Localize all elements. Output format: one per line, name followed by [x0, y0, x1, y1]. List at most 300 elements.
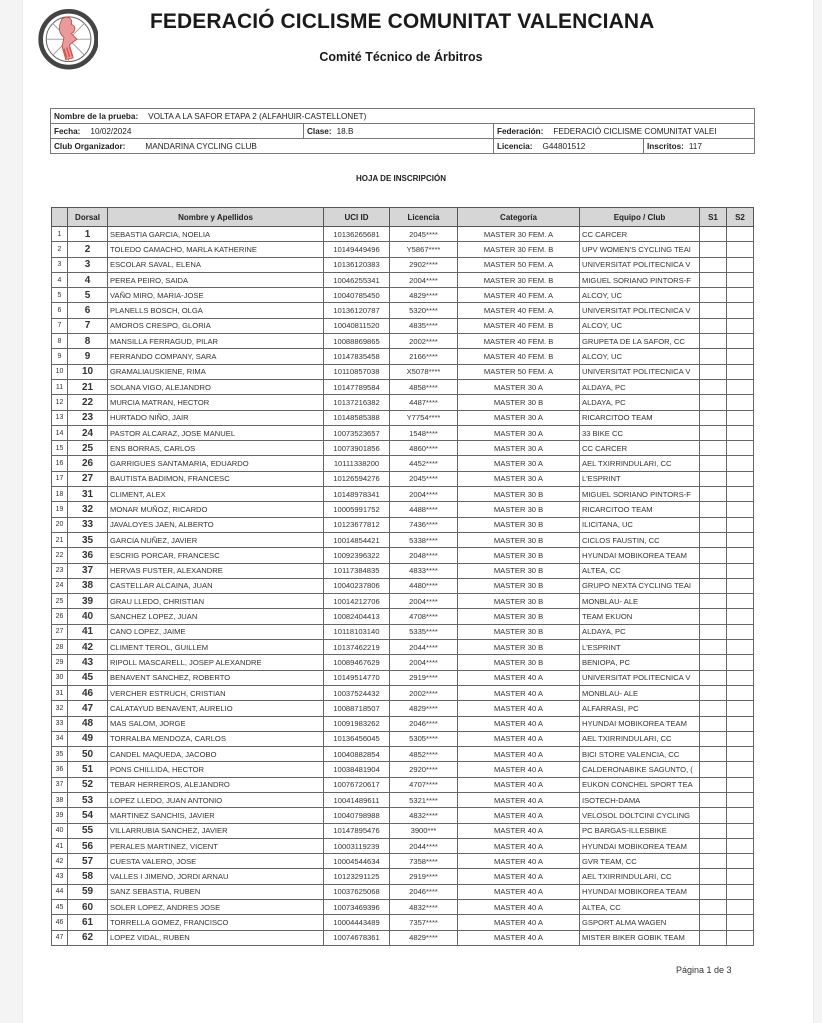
category: MASTER 40 A [458, 930, 580, 945]
dorsal-number: 26 [68, 456, 108, 471]
dorsal-number: 22 [68, 395, 108, 410]
team-club: MIGUEL SORIANO PINTORS-F [580, 272, 700, 287]
dorsal-number: 2 [68, 242, 108, 257]
s1-cell [700, 594, 727, 609]
dorsal-number: 21 [68, 379, 108, 394]
rider-name: JAVALOYES JAEN, ALBERTO [108, 517, 324, 532]
license-number: 2004**** [390, 594, 458, 609]
license-number: 2919**** [390, 869, 458, 884]
dorsal-number: 56 [68, 838, 108, 853]
license-number: 2004**** [390, 655, 458, 670]
table-row [52, 747, 754, 762]
s1-cell [700, 487, 727, 502]
category: MASTER 30 B [458, 395, 580, 410]
table-row [52, 578, 754, 593]
s1-cell [700, 288, 727, 303]
dorsal-number: 32 [68, 502, 108, 517]
category: MASTER 50 FEM. A [458, 257, 580, 272]
row-index: 36 [52, 762, 68, 777]
s2-cell [727, 930, 754, 945]
registered-label: Inscritos: [647, 141, 684, 151]
category: MASTER 40 FEM. B [458, 349, 580, 364]
license-number: 2919**** [390, 670, 458, 685]
s1-cell [700, 502, 727, 517]
s1-cell [700, 364, 727, 379]
row-index: 42 [52, 854, 68, 869]
license-number: Y7754**** [390, 410, 458, 425]
registered-value: 117 [688, 141, 702, 151]
uci-id: 10088869865 [324, 334, 390, 349]
uci-id: 10082404413 [324, 609, 390, 624]
uci-id: 10041489611 [324, 792, 390, 807]
row-index: 37 [52, 777, 68, 792]
category: MASTER 30 A [458, 379, 580, 394]
s1-cell [700, 456, 727, 471]
dorsal-number: 61 [68, 915, 108, 930]
table-row [52, 379, 754, 394]
s2-cell [727, 747, 754, 762]
s2-cell [727, 288, 754, 303]
s2-cell [727, 884, 754, 899]
rider-name: MANSILLA FERRAGUD, PILAR [108, 334, 324, 349]
license-number: 2048**** [390, 548, 458, 563]
row-index: 24 [52, 578, 68, 593]
row-index: 35 [52, 747, 68, 762]
rider-name: ENS BORRAS, CARLOS [108, 441, 324, 456]
dorsal-number: 45 [68, 670, 108, 685]
s2-cell [727, 609, 754, 624]
dorsal-number: 52 [68, 777, 108, 792]
uci-id: 10136120787 [324, 303, 390, 318]
s2-cell [727, 517, 754, 532]
row-index: 6 [52, 303, 68, 318]
s1-cell [700, 731, 727, 746]
team-club: ALCOY, UC [580, 349, 700, 364]
uci-id: 10014212706 [324, 594, 390, 609]
dorsal-number: 35 [68, 532, 108, 547]
s2-cell [727, 777, 754, 792]
category: MASTER 30 A [458, 441, 580, 456]
uci-id: 10110857038 [324, 364, 390, 379]
s1-cell [700, 838, 727, 853]
uci-id: 10126594276 [324, 471, 390, 486]
team-club: CALDERONABIKE SAGUNTO, ( [580, 762, 700, 777]
table-row [52, 624, 754, 639]
dorsal-number: 49 [68, 731, 108, 746]
s2-cell [727, 487, 754, 502]
row-index: 27 [52, 624, 68, 639]
rider-name: GARCIA NUÑEZ, JAVIER [108, 532, 324, 547]
license-number: 5338**** [390, 532, 458, 547]
organizer-club-label: Club Organizador: [54, 141, 126, 151]
team-club: ALCOY, UC [580, 288, 700, 303]
table-row [52, 762, 754, 777]
s1-cell [700, 624, 727, 639]
uci-id: 10117384835 [324, 563, 390, 578]
category: MASTER 30 B [458, 594, 580, 609]
team-club: CC CARCER [580, 441, 700, 456]
uci-id: 10147895476 [324, 823, 390, 838]
rider-name: PLANELLS BOSCH, OLGA [108, 303, 324, 318]
date-row [51, 124, 755, 139]
category: MASTER 30 B [458, 532, 580, 547]
dorsal-number: 27 [68, 471, 108, 486]
team-club: ISOTECH-DAMA [580, 792, 700, 807]
rider-name: BAUTISTA BADIMON, FRANCESC [108, 471, 324, 486]
rider-name: CLIMENT, ALEX [108, 487, 324, 502]
table-row [52, 487, 754, 502]
dorsal-number: 43 [68, 655, 108, 670]
rider-name: MURCIA MATRAN, HECTOR [108, 395, 324, 410]
dorsal-number: 42 [68, 640, 108, 655]
race-info-table [50, 108, 755, 154]
s2-cell [727, 395, 754, 410]
rider-name: SOLER LOPEZ, ANDRES JOSE [108, 900, 324, 915]
category: MASTER 30 A [458, 456, 580, 471]
uci-id: 10137216382 [324, 395, 390, 410]
registration-sheet-title: HOJA DE INSCRIPCIÓN [356, 174, 446, 183]
rider-name: LOPEZ LLEDO, JUAN ANTONIO [108, 792, 324, 807]
row-index: 21 [52, 532, 68, 547]
s1-cell [700, 395, 727, 410]
license-number: 5321**** [390, 792, 458, 807]
s1-cell [700, 441, 727, 456]
license-number: 2920**** [390, 762, 458, 777]
team-club: PC BARGAS-ILLESBIKE [580, 823, 700, 838]
table-row [52, 716, 754, 731]
team-club: CC CARCER [580, 227, 700, 242]
dorsal-number: 36 [68, 548, 108, 563]
table-row [52, 869, 754, 884]
dorsal-number: 48 [68, 716, 108, 731]
team-club: BENIOPA, PC [580, 655, 700, 670]
dorsal-number: 50 [68, 747, 108, 762]
row-index: 2 [52, 242, 68, 257]
uci-id: 10136456045 [324, 731, 390, 746]
table-row [52, 792, 754, 807]
s2-cell [727, 823, 754, 838]
team-club: BICI STORE VALENCIA, CC [580, 747, 700, 762]
row-index: 29 [52, 655, 68, 670]
rider-name: VILLARRUBIA SANCHEZ, JAVIER [108, 823, 324, 838]
license-number: 1548**** [390, 425, 458, 440]
team-club: ALTEA, CC [580, 563, 700, 578]
category: MASTER 40 A [458, 838, 580, 853]
s1-cell [700, 762, 727, 777]
team-club: L'ESPRINT [580, 640, 700, 655]
rider-name: PONS CHILLIDA, HECTOR [108, 762, 324, 777]
dorsal-number: 39 [68, 594, 108, 609]
uci-id: 10040882854 [324, 747, 390, 762]
team-club: ALCOY, UC [580, 318, 700, 333]
uci-id: 10076720617 [324, 777, 390, 792]
uci-id: 10149449496 [324, 242, 390, 257]
s2-cell [727, 808, 754, 823]
team-club: GRUPETA DE LA SAFOR, CC [580, 334, 700, 349]
s1-cell [700, 227, 727, 242]
dorsal-number: 53 [68, 792, 108, 807]
uci-id: 10005991752 [324, 502, 390, 517]
s1-cell [700, 410, 727, 425]
rider-name: MARTINEZ SANCHIS, JAVIER [108, 808, 324, 823]
row-index: 15 [52, 441, 68, 456]
rider-name: CANDEL MAQUEDA, JACOBO [108, 747, 324, 762]
license-number: 2045**** [390, 227, 458, 242]
uci-id: 10004443489 [324, 915, 390, 930]
row-index: 13 [52, 410, 68, 425]
uci-id: 10040785450 [324, 288, 390, 303]
dorsal-number: 33 [68, 517, 108, 532]
license-number: 2166**** [390, 349, 458, 364]
rider-name: MONAR MUÑOZ, RICARDO [108, 502, 324, 517]
s2-cell [727, 915, 754, 930]
team-club: ALDAYA, PC [580, 624, 700, 639]
team-club: MONBLAU- ALE [580, 685, 700, 700]
s1-cell [700, 425, 727, 440]
s2-cell [727, 318, 754, 333]
license-number: 4488**** [390, 502, 458, 517]
s2-cell [727, 227, 754, 242]
dorsal-number: 1 [68, 227, 108, 242]
uci-id: 10137462219 [324, 640, 390, 655]
table-row [52, 640, 754, 655]
s2-cell [727, 854, 754, 869]
s1-cell [700, 900, 727, 915]
team-club: GVR TEAM, CC [580, 854, 700, 869]
category: MASTER 50 FEM. A [458, 364, 580, 379]
row-index: 26 [52, 609, 68, 624]
s2-cell [727, 334, 754, 349]
s2-cell [727, 532, 754, 547]
registration-table [51, 207, 754, 946]
rider-name: CUESTA VALERO, JOSE [108, 854, 324, 869]
federation-title: FEDERACIÓ CICLISME COMUNITAT VALENCIANA [150, 10, 655, 33]
license-number: 4708**** [390, 609, 458, 624]
rider-name: VALLES I JIMENO, JORDI ARNAU [108, 869, 324, 884]
date-value: 10/02/2024 [90, 126, 132, 136]
license-number: 2004**** [390, 487, 458, 502]
rider-name: GRAMALIAUSKIENE, RIMA [108, 364, 324, 379]
federation-value: FEDERACIÓ CICLISME COMUNITAT VALEI [553, 126, 717, 136]
category: MASTER 30 B [458, 609, 580, 624]
dorsal-number: 38 [68, 578, 108, 593]
dorsal-number: 37 [68, 563, 108, 578]
uci-id: 10003119239 [324, 838, 390, 853]
license-number: 2044**** [390, 640, 458, 655]
table-row [52, 930, 754, 945]
rider-name: LOPEZ VIDAL, RUBEN [108, 930, 324, 945]
license-number: 4707**** [390, 777, 458, 792]
row-index: 17 [52, 471, 68, 486]
s2-cell [727, 716, 754, 731]
license-number: 2902**** [390, 257, 458, 272]
team-club: UNIVERSITAT POLITECNICA V [580, 364, 700, 379]
license-number: 4832**** [390, 900, 458, 915]
s1-cell [700, 303, 727, 318]
row-index: 19 [52, 502, 68, 517]
category: MASTER 30 B [458, 502, 580, 517]
table-row [52, 471, 754, 486]
table-row [52, 563, 754, 578]
table-row [52, 915, 754, 930]
row-index: 20 [52, 517, 68, 532]
row-index: 25 [52, 594, 68, 609]
team-club: ALTEA, CC [580, 900, 700, 915]
license-number: 4858**** [390, 379, 458, 394]
s1-cell [700, 792, 727, 807]
s2-cell [727, 670, 754, 685]
row-index: 44 [52, 884, 68, 899]
row-index: 45 [52, 900, 68, 915]
s1-cell [700, 808, 727, 823]
license-value: G44801512 [542, 141, 586, 151]
rider-name: PEREA PEIRO, SAIDA [108, 272, 324, 287]
s1-cell [700, 884, 727, 899]
uci-id: 10038481904 [324, 762, 390, 777]
s1-cell [700, 869, 727, 884]
license-number: 4829**** [390, 930, 458, 945]
federation-seal-icon [28, 2, 98, 82]
s1-cell [700, 685, 727, 700]
team-club: GSPORT ALMA WAGEN [580, 915, 700, 930]
s2-cell [727, 762, 754, 777]
license-number: 4832**** [390, 808, 458, 823]
dorsal-number: 31 [68, 487, 108, 502]
row-index: 30 [52, 670, 68, 685]
date-label: Fecha: [54, 126, 81, 136]
rider-name: TOLEDO CAMACHO, MARLA KATHERINE [108, 242, 324, 257]
license-number: 4833**** [390, 563, 458, 578]
team-club: UNIVERSITAT POLITECNICA V [580, 303, 700, 318]
license-number: 4860**** [390, 441, 458, 456]
category: MASTER 30 FEM. B [458, 272, 580, 287]
row-index: 8 [52, 334, 68, 349]
s1-cell [700, 930, 727, 945]
col-header-team: Equipo / Club [580, 208, 700, 227]
col-header-name: Nombre y Apellidos [108, 208, 324, 227]
table-body [52, 227, 754, 946]
uci-id: 10046255341 [324, 272, 390, 287]
category: MASTER 40 A [458, 808, 580, 823]
table-row [52, 395, 754, 410]
category: MASTER 40 FEM. A [458, 288, 580, 303]
row-index: 23 [52, 563, 68, 578]
row-index: 18 [52, 487, 68, 502]
s1-cell [700, 272, 727, 287]
dorsal-number: 6 [68, 303, 108, 318]
s2-cell [727, 456, 754, 471]
uci-id: 10091983262 [324, 716, 390, 731]
rider-name: CLIMENT TEROL, GUILLEM [108, 640, 324, 655]
s2-cell [727, 900, 754, 915]
team-club: UPV WOMEN'S CYCLING TEAI [580, 242, 700, 257]
category: MASTER 40 A [458, 731, 580, 746]
row-index: 3 [52, 257, 68, 272]
s1-cell [700, 242, 727, 257]
team-club: ALFARRASI, PC [580, 701, 700, 716]
s1-cell [700, 471, 727, 486]
table-row [52, 502, 754, 517]
uci-id: 10136120383 [324, 257, 390, 272]
table-row [52, 609, 754, 624]
dorsal-number: 8 [68, 334, 108, 349]
table-row [52, 854, 754, 869]
table-row [52, 425, 754, 440]
table-row [52, 655, 754, 670]
uci-id: 10040798988 [324, 808, 390, 823]
category: MASTER 30 B [458, 517, 580, 532]
s2-cell [727, 563, 754, 578]
race-name-row [51, 109, 755, 124]
s2-cell [727, 731, 754, 746]
table-row [52, 685, 754, 700]
row-index: 41 [52, 838, 68, 853]
s2-cell [727, 272, 754, 287]
uci-id: 10004544634 [324, 854, 390, 869]
category: MASTER 40 A [458, 854, 580, 869]
table-row [52, 303, 754, 318]
s1-cell [700, 747, 727, 762]
table-row [52, 441, 754, 456]
row-index: 47 [52, 930, 68, 945]
s1-cell [700, 915, 727, 930]
class-value: 18.B [336, 126, 354, 136]
category: MASTER 40 A [458, 701, 580, 716]
s2-cell [727, 349, 754, 364]
s1-cell [700, 318, 727, 333]
dorsal-number: 55 [68, 823, 108, 838]
license-number: 5320**** [390, 303, 458, 318]
category: MASTER 40 A [458, 685, 580, 700]
team-club: ALDAYA, PC [580, 379, 700, 394]
category: MASTER 30 B [458, 578, 580, 593]
race-name-label: Nombre de la prueba: [54, 111, 139, 121]
license-number: 4835**** [390, 318, 458, 333]
row-index: 28 [52, 640, 68, 655]
col-header-category: Categoría [458, 208, 580, 227]
license-label: Licencia: [497, 141, 533, 151]
category: MASTER 40 A [458, 670, 580, 685]
rider-name: TORRELLA GOMEZ, FRANCISCO [108, 915, 324, 930]
rider-name: SANZ SEBASTIA, RUBEN [108, 884, 324, 899]
s1-cell [700, 609, 727, 624]
license-number: 4829**** [390, 701, 458, 716]
s1-cell [700, 563, 727, 578]
s2-cell [727, 379, 754, 394]
uci-id: 10037524432 [324, 685, 390, 700]
uci-id: 10088718507 [324, 701, 390, 716]
table-row [52, 334, 754, 349]
table-row [52, 808, 754, 823]
uci-id: 10148978341 [324, 487, 390, 502]
uci-id: 10073523657 [324, 425, 390, 440]
row-index: 40 [52, 823, 68, 838]
license-number: 4487**** [390, 395, 458, 410]
s2-cell [727, 364, 754, 379]
table-row [52, 242, 754, 257]
rider-name: CANO LOPEZ, JAIME [108, 624, 324, 639]
rider-name: CALATAYUD BENAVENT, AURELIO [108, 701, 324, 716]
s1-cell [700, 517, 727, 532]
s2-cell [727, 303, 754, 318]
team-club: EUKON CONCHEL SPORT TEA [580, 777, 700, 792]
committee-subtitle: Comité Técnico de Árbitros [319, 50, 483, 64]
category: MASTER 30 A [458, 471, 580, 486]
dorsal-number: 60 [68, 900, 108, 915]
license-number: 7358**** [390, 854, 458, 869]
uci-id: 10073469396 [324, 900, 390, 915]
uci-id: 10092396322 [324, 548, 390, 563]
